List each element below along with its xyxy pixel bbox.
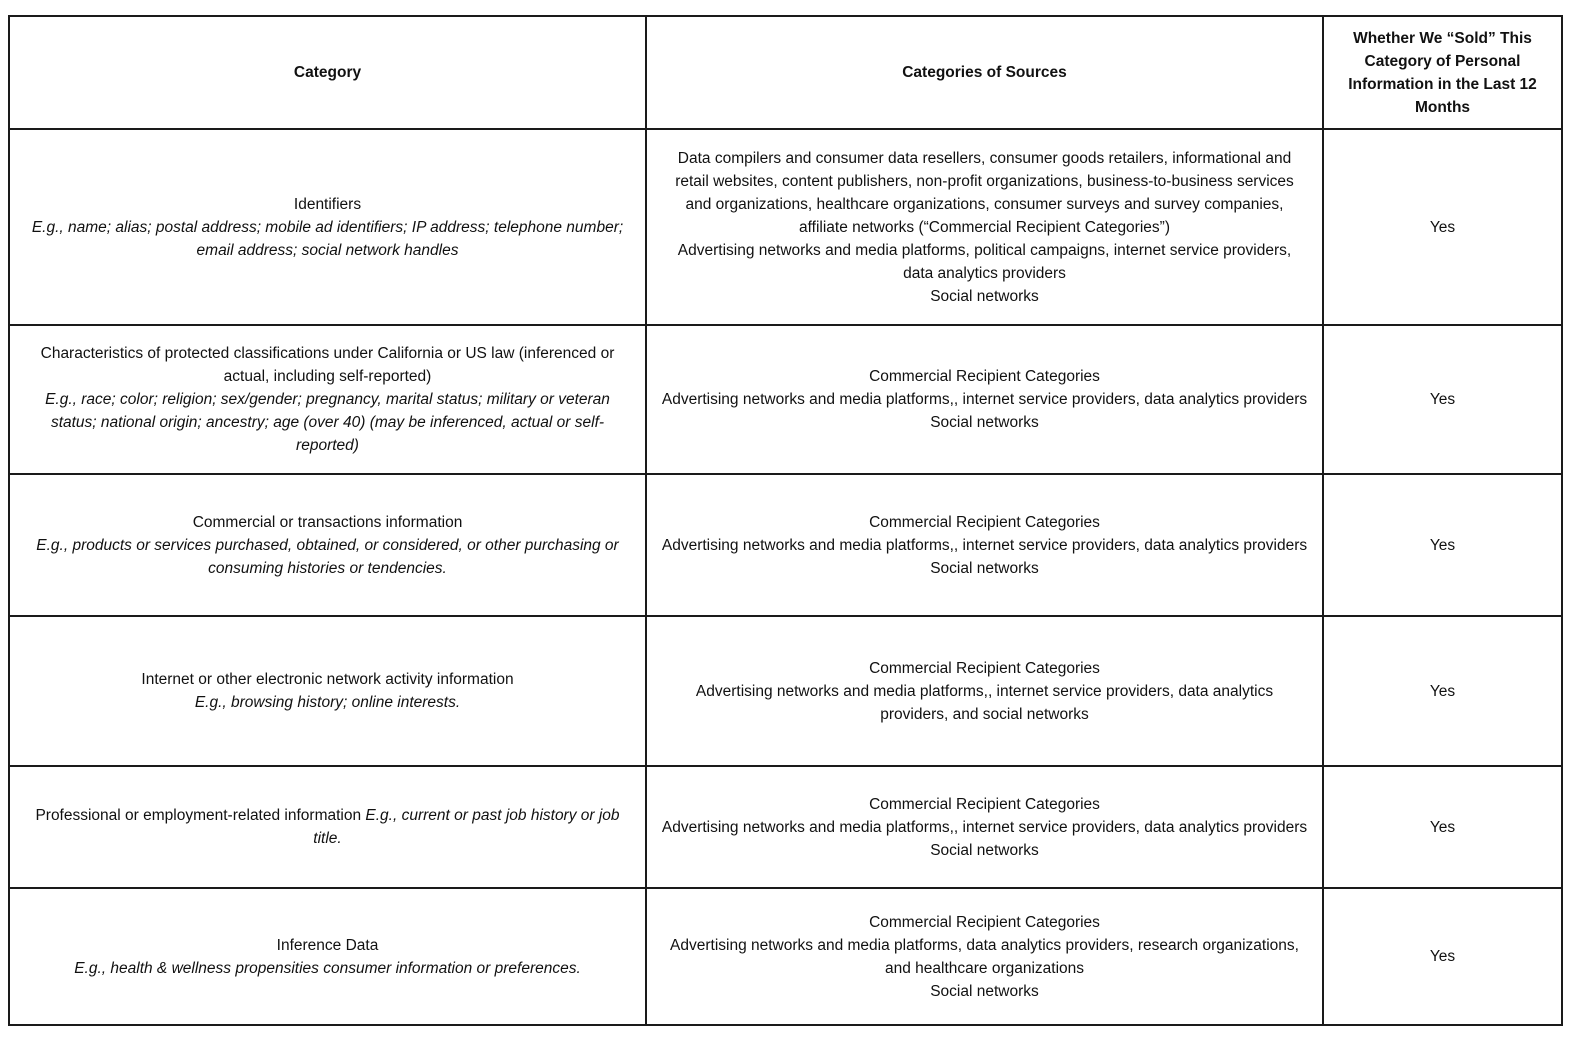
category-cell: [9, 129, 646, 325]
table-row-inference-data: [9, 888, 1562, 1025]
sources-cell: [646, 129, 1323, 325]
sold-cell: Yes: [1323, 474, 1562, 616]
sources-cell: [646, 325, 1323, 474]
category-example: E.g., name; alias; postal address; mobile ad identifiers; IP address; telephone number; email address; social network handles: [31, 218, 624, 259]
sold-cell: Yes: [1323, 616, 1562, 766]
category-name: Identifiers: [293, 195, 362, 213]
source-line: Commercial Recipient Categories: [869, 795, 1100, 813]
table-row-commercial-information: [9, 474, 1562, 616]
source-line: Commercial Recipient Categories: [869, 913, 1100, 931]
source-line: Commercial Recipient Categories: [869, 368, 1100, 385]
source-line: Social networks: [930, 559, 1039, 577]
source-line: Data compilers and consumer data resellers, consumer goods retailers, informational and retail websites, content publishers, non-profit organizations, business-to-business services and organizations, healthcare organizations, consumer surveys and survey companies, affiliate networks (“Commercial Recipient Categories”): [675, 149, 1294, 236]
source-line: Commercial Recipient Categories: [869, 513, 1100, 531]
source-line: Social networks: [930, 287, 1039, 305]
sold-cell: Yes: [1323, 888, 1562, 1025]
category-name: Characteristics of protected classifications under California or US law (inferenced or actual, including self-reported): [40, 345, 615, 385]
source-line: Advertising networks and media platforms, data analytics providers, research organizations, and healthcare organizations: [670, 936, 1299, 977]
table-row-internet-activity: [9, 616, 1562, 766]
header-categories-of-sources: Categories of Sources: [646, 16, 1323, 129]
category-example: E.g., products or services purchased, obtained, or considered, or other purchasing or consuming histories or tendencies.: [36, 536, 619, 577]
category-example: E.g., race; color; religion; sex/gender; pregnancy, marital status; military or veteran status; national origin; ancestry; age (over 40) (may be inferenced, actual or self-reported): [45, 391, 610, 454]
category-name: Inference Data: [276, 936, 379, 954]
category-cell: [9, 888, 646, 1025]
table-row-protected-classifications: [9, 325, 1562, 474]
category-example: E.g., health & wellness propensities consumer information or preferences.: [74, 959, 581, 977]
source-line: Social networks: [930, 414, 1039, 431]
header-category: Category: [9, 16, 646, 129]
personal-information-table: [8, 15, 1563, 1026]
source-line: Advertising networks and media platforms,, internet service providers, data analytics providers: [661, 818, 1308, 836]
category-name: Commercial or transactions information: [192, 513, 463, 531]
source-line: Advertising networks and media platforms,, internet service providers, data analytics providers: [661, 391, 1308, 408]
category-example: E.g., current or past job history or job title.: [313, 807, 620, 847]
sold-cell: Yes: [1323, 766, 1562, 888]
sold-cell: Yes: [1323, 325, 1562, 474]
sold-cell: Yes: [1323, 129, 1562, 325]
table-row-identifiers: [9, 129, 1562, 325]
category-cell: [9, 474, 646, 616]
table-row-professional-information: [9, 766, 1562, 888]
source-line: Social networks: [930, 982, 1039, 1000]
category-cell: [9, 616, 646, 766]
source-line: Social networks: [930, 841, 1039, 859]
sources-cell: [646, 766, 1323, 888]
source-line: Commercial Recipient Categories: [869, 659, 1100, 677]
category-example: E.g., browsing history; online interests.: [194, 694, 461, 711]
header-row: [9, 16, 1562, 129]
sources-cell: [646, 474, 1323, 616]
source-line: Advertising networks and media platforms, political campaigns, internet service providers, data analytics providers: [677, 241, 1292, 282]
sources-cell: [646, 616, 1323, 766]
category-name: Professional or employment-related information: [35, 807, 362, 824]
sources-cell: [646, 888, 1323, 1025]
category-cell: [9, 325, 646, 474]
header-sold-status: Whether We “Sold” This Category of Personal Information in the Last 12 Months: [1323, 16, 1562, 129]
category-cell: [9, 766, 646, 888]
source-line: Advertising networks and media platforms,, internet service providers, data analytics providers: [661, 536, 1308, 554]
source-line: Advertising networks and media platforms,, internet service providers, data analytics providers, and social networks: [695, 682, 1274, 723]
category-name: Internet or other electronic network activity information: [141, 671, 514, 688]
